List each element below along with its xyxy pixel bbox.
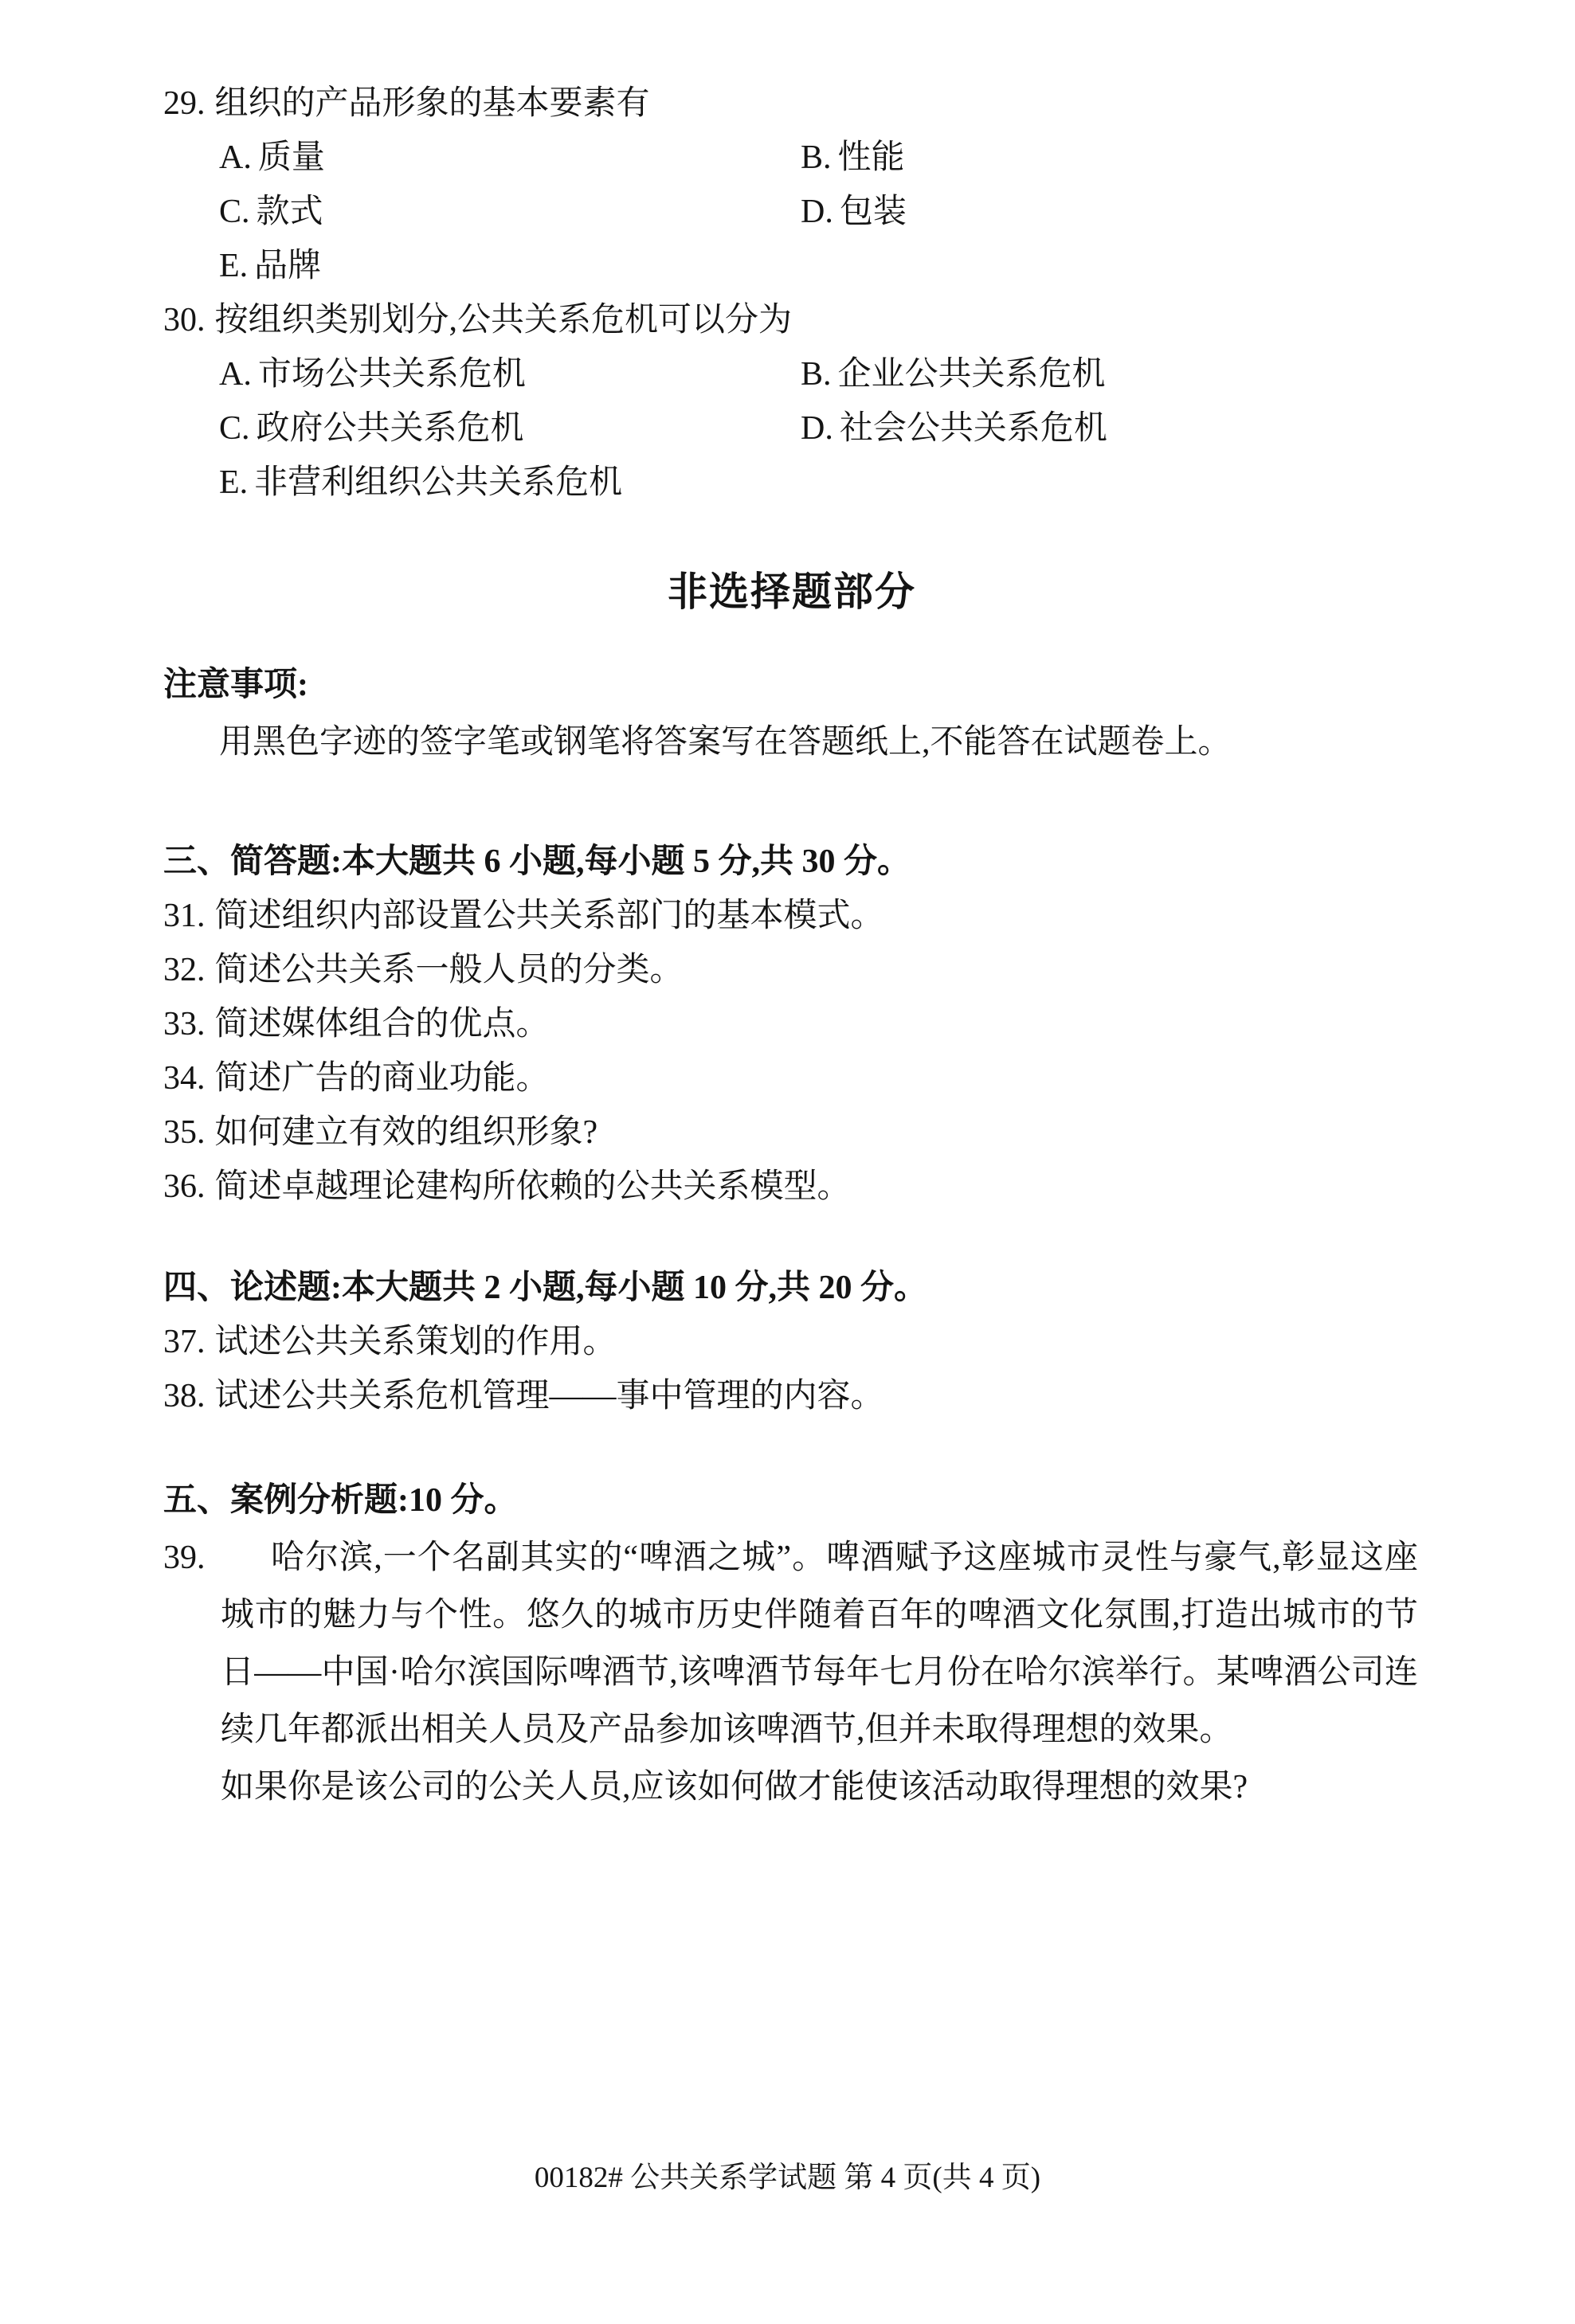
option-30-b-label: B. bbox=[801, 356, 832, 393]
option-30-e-text: 非营利组织公共关系危机 bbox=[254, 464, 623, 501]
option-29-b-text: 性能 bbox=[837, 139, 905, 176]
option-30-a bbox=[219, 347, 801, 401]
option-30-d-text: 社会公共关系危机 bbox=[839, 410, 1107, 447]
option-29-c-text: 款式 bbox=[256, 194, 323, 230]
option-30-c-label: C. bbox=[219, 410, 250, 447]
question-39-case-text: 哈尔滨,一个名副其实的“啤酒之城”。啤酒赋予这座城市灵性与豪气,彰显这座城市的魅力与个性。悠久的城市历史伴随着百年的啤酒文化氛围,打造出城市的节日——中国·哈尔滨国际啤酒节,该啤酒节每年七月份在哈尔滨举行。某啤酒公司连续几年都派出相关人员及产品参加该啤酒节,但并未取得理想的效果。 bbox=[221, 1540, 1418, 1748]
option-30-d-label: D. bbox=[801, 410, 833, 447]
question-38 bbox=[163, 1369, 1420, 1423]
short-answer-list bbox=[163, 889, 1420, 1214]
question-33-text: 简述媒体组合的优点。 bbox=[214, 1006, 550, 1043]
question-37 bbox=[163, 1315, 1420, 1369]
question-29-stem-row bbox=[163, 76, 1420, 131]
question-37-text: 试述公共关系策划的作用。 bbox=[214, 1324, 617, 1360]
question-39-body bbox=[221, 1529, 1418, 1816]
question-39 bbox=[163, 1529, 1420, 1816]
question-36-text: 简述卓越理论建构所依赖的公共关系模型。 bbox=[214, 1168, 851, 1205]
option-30-e-label: E. bbox=[219, 464, 249, 501]
option-29-a bbox=[219, 131, 801, 185]
question-34-number: 34. bbox=[163, 1060, 206, 1097]
question-32-text: 简述公共关系一般人员的分类。 bbox=[214, 952, 684, 988]
option-30-c bbox=[219, 401, 801, 456]
question-39-number: 39. bbox=[163, 1540, 206, 1576]
option-29-d-label: D. bbox=[801, 194, 833, 230]
question-36 bbox=[163, 1160, 1420, 1214]
question-33-number: 33. bbox=[163, 1006, 206, 1043]
option-29-c bbox=[219, 185, 801, 239]
question-33 bbox=[163, 997, 1420, 1051]
question-35 bbox=[163, 1105, 1420, 1160]
exam-content bbox=[163, 76, 1420, 1816]
essay-list bbox=[163, 1315, 1420, 1423]
question-34-text: 简述广告的商业功能。 bbox=[214, 1060, 550, 1097]
question-30-stem-row bbox=[163, 293, 1420, 347]
question-30-number: 30. bbox=[163, 302, 206, 338]
question-31 bbox=[163, 889, 1420, 943]
option-29-d-text: 包装 bbox=[839, 194, 907, 230]
essay-heading: 四、论述题:本大题共 2 小题,每小题 10 分,共 20 分。 bbox=[163, 1270, 927, 1306]
option-29-a-label: A. bbox=[219, 139, 252, 176]
question-32-number: 32. bbox=[163, 952, 206, 988]
question-30-options bbox=[163, 347, 1420, 510]
question-31-number: 31. bbox=[163, 898, 206, 934]
question-34 bbox=[163, 1051, 1420, 1105]
question-30 bbox=[163, 293, 1420, 510]
question-38-number: 38. bbox=[163, 1378, 206, 1414]
question-38-text: 试述公共关系危机管理——事中管理的内容。 bbox=[214, 1378, 884, 1414]
page-footer: 00182# 公共关系学试题 第 4 页(共 4 页) bbox=[534, 2162, 1041, 2194]
option-29-d bbox=[801, 185, 1420, 239]
option-30-a-label: A. bbox=[219, 356, 252, 393]
question-39-question-text: 如果你是该公司的公关人员,应该如何做才能使该活动取得理想的效果? bbox=[221, 1769, 1248, 1806]
option-30-e bbox=[219, 456, 801, 510]
notice-label: 注意事项: bbox=[163, 667, 308, 703]
question-31-text: 简述组织内部设置公共关系部门的基本模式。 bbox=[214, 898, 884, 934]
option-29-b bbox=[801, 131, 1420, 185]
case-analysis-heading: 五、案例分析题:10 分。 bbox=[163, 1482, 518, 1519]
option-29-b-label: B. bbox=[801, 139, 832, 176]
short-answer-heading: 三、简答题:本大题共 6 小题,每小题 5 分,共 30 分。 bbox=[163, 843, 911, 880]
question-37-number: 37. bbox=[163, 1324, 206, 1360]
option-29-e-label: E. bbox=[219, 248, 249, 284]
question-29-stem: 组织的产品形象的基本要素有 bbox=[214, 85, 650, 122]
option-30-b bbox=[801, 347, 1420, 401]
option-30-d bbox=[801, 401, 1420, 456]
option-30-b-text: 企业公共关系危机 bbox=[837, 356, 1106, 393]
question-29 bbox=[163, 76, 1420, 293]
option-30-c-text: 政府公共关系危机 bbox=[256, 410, 524, 447]
question-29-number: 29. bbox=[163, 85, 206, 122]
question-35-number: 35. bbox=[163, 1114, 206, 1151]
option-29-e bbox=[219, 239, 801, 293]
question-35-text: 如何建立有效的组织形象? bbox=[214, 1114, 598, 1151]
question-32 bbox=[163, 943, 1420, 997]
option-30-a-text: 市场公共关系危机 bbox=[257, 356, 526, 393]
option-29-e-text: 品牌 bbox=[254, 248, 322, 284]
option-29-c-label: C. bbox=[219, 194, 250, 230]
question-29-options bbox=[163, 131, 1420, 293]
notice-text: 用黑色字迹的签字笔或钢笔将答案写在答题纸上,不能答在试题卷上。 bbox=[219, 724, 1232, 761]
question-36-number: 36. bbox=[163, 1168, 206, 1205]
option-29-a-text: 质量 bbox=[257, 139, 325, 176]
non-objective-section-title: 非选择题部分 bbox=[668, 569, 916, 614]
question-30-stem: 按组织类别划分,公共关系危机可以分为 bbox=[214, 302, 793, 338]
